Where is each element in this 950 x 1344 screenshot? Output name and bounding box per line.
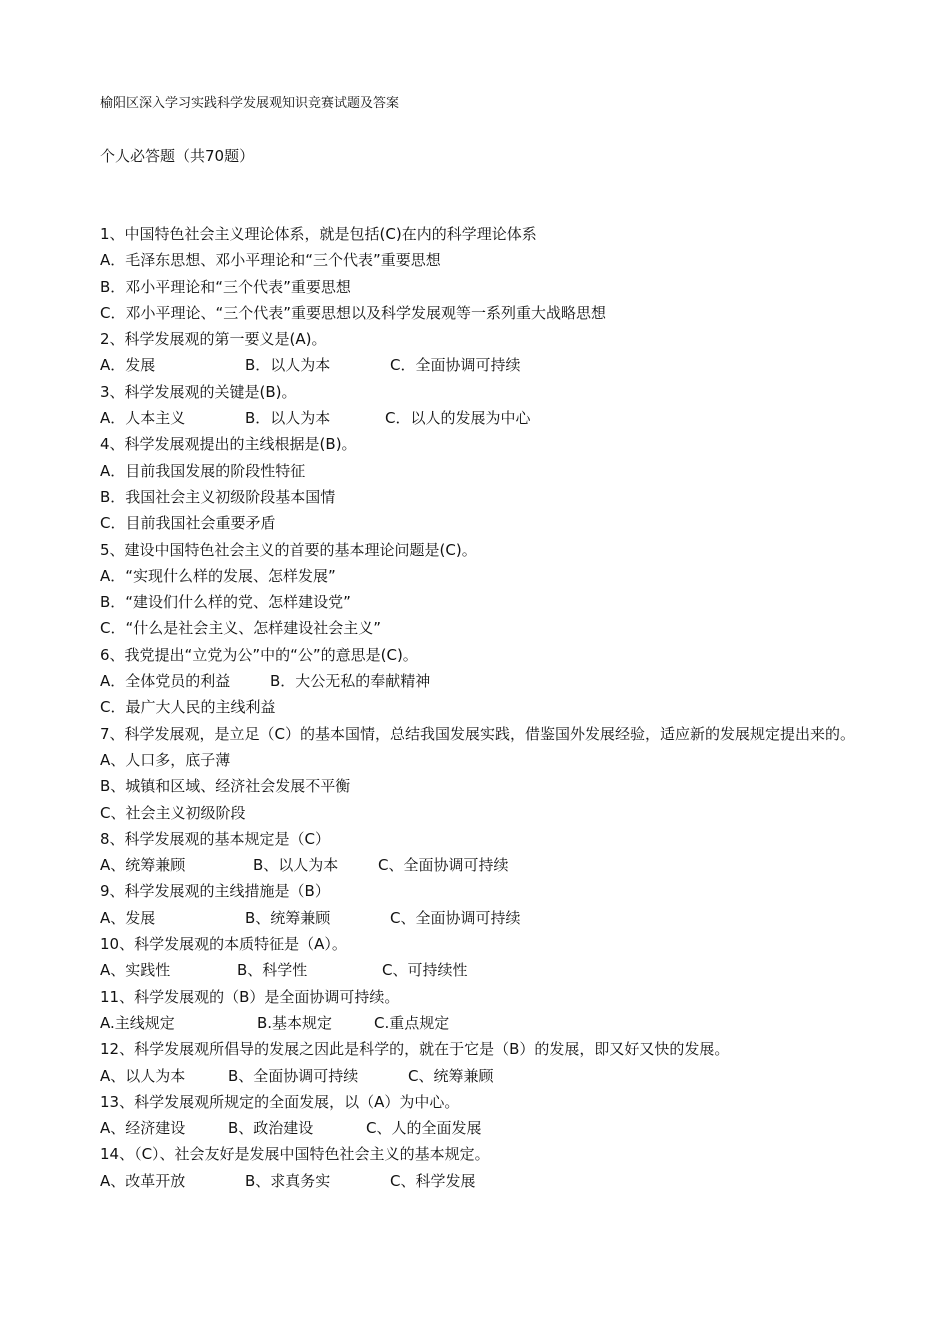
question-text: 9、科学发展观的主线措施是（B）: [100, 882, 330, 901]
section-title: 个人必答题（共70题）: [100, 147, 255, 165]
option-text: B．我国社会主义初级阶段基本国情: [100, 487, 336, 506]
option-text: A.主线规定: [100, 1013, 175, 1032]
option-text: A．人本主义: [100, 409, 186, 428]
options-row: [100, 905, 870, 931]
option-text: A．毛泽东思想、邓小平理论和“三个代表”重要思想: [100, 251, 441, 270]
option-text: A．发展: [100, 356, 156, 375]
option-text: B、科学性: [237, 961, 308, 980]
option-text: B．以人为本: [245, 356, 331, 375]
question-list: [100, 221, 870, 1194]
option-text: A、改革开放: [100, 1171, 186, 1190]
options-row: [100, 1168, 870, 1194]
option-text: C．“什么是社会主义、怎样建设社会主义”: [100, 619, 382, 638]
option-text: C.重点规定: [374, 1013, 450, 1032]
option-text: A、经济建设: [100, 1119, 186, 1138]
option-text: C．目前我国社会重要矛盾: [100, 514, 276, 533]
option-text: B、城镇和区域、经济社会发展不平衡: [100, 777, 351, 796]
options-row: [100, 1010, 870, 1036]
options-row: [100, 957, 870, 983]
question-text: 1、中国特色社会主义理论体系，就是包括(C)在内的科学理论体系: [100, 225, 537, 243]
question-text: 5、建设中国特色社会主义的首要的基本理论问题是(C)。: [100, 540, 477, 559]
question-text: 2、科学发展观的第一要义是(A)。: [100, 330, 327, 349]
option-text: A、发展: [100, 908, 156, 927]
option-text: A．全体党员的利益: [100, 672, 231, 691]
question-text: 10、科学发展观的本质特征是（A）。: [100, 935, 347, 954]
option-text: C．最广大人民的主线利益: [100, 698, 276, 717]
option-text: C、全面协调可持续: [378, 856, 509, 875]
document-title: 榆阳区深入学习实践科学发展观知识竞赛试题及答案: [100, 96, 400, 111]
option-text: A．目前我国发展的阶段性特征: [100, 461, 306, 480]
option-text: C、人的全面发展: [366, 1119, 482, 1138]
question-text: 8、科学发展观的基本规定是（C）: [100, 829, 331, 848]
option-text: B．“建设们什么样的党、怎样建设党”: [100, 593, 351, 612]
option-text: B、全面协调可持续: [228, 1066, 359, 1085]
option-text: C、全面协调可持续: [390, 908, 521, 927]
option-text: B．以人为本: [245, 409, 331, 428]
option-text: B、求真务实: [245, 1171, 331, 1190]
option-text: A、人口多，底子薄: [100, 750, 231, 769]
question-text: 3、科学发展观的关键是(B)。: [100, 382, 297, 401]
option-text: C．邓小平理论、“三个代表”重要思想以及科学发展观等一系列重大战略思想: [100, 303, 607, 322]
question-text: 4、科学发展观提出的主线根据是(B)。: [100, 435, 357, 454]
option-text: A、统筹兼顾: [100, 856, 186, 875]
options-row: [100, 1115, 870, 1141]
option-text: C、统筹兼顾: [408, 1066, 494, 1085]
options-row: [100, 352, 870, 378]
option-text: C、可持续性: [382, 961, 468, 980]
options-row: [100, 405, 870, 431]
option-text: B.基本规定: [257, 1013, 333, 1032]
question-text: 14、（C）、社会友好是发展中国特色社会主义的基本规定。: [100, 1145, 490, 1164]
question-text: 11、科学发展观的（B）是全面协调可持续。: [100, 987, 400, 1006]
option-text: A、实践性: [100, 961, 171, 980]
options-row: [100, 1063, 870, 1089]
option-text: A、以人为本: [100, 1066, 186, 1085]
option-text: C、科学发展: [390, 1171, 476, 1190]
option-text: B．邓小平理论和“三个代表”重要思想: [100, 277, 351, 296]
option-text: B．大公无私的奉献精神: [270, 672, 431, 691]
question-text: 12、科学发展观所倡导的发展之因此是科学的，就在于它是（B）的发展，即又好又快的发展。: [100, 1040, 730, 1059]
option-text: B、政治建设: [228, 1119, 314, 1138]
question-text: 13、科学发展观所规定的全面发展，以（A）为中心。: [100, 1092, 460, 1111]
option-text: C、社会主义初级阶段: [100, 803, 246, 822]
question-text: 7、科学发展观，是立足（C）的基本国情，总结我国发展实践，借鉴国外发展经验，适应新的发展规定提出来的。: [100, 724, 856, 743]
option-text: C．以人的发展为中心: [385, 409, 531, 428]
option-text: A．“实现什么样的发展、怎样发展”: [100, 566, 336, 585]
options-row: [100, 852, 870, 878]
question-text: 6、我党提出“立党为公”中的“公”的意思是(C)。: [100, 645, 418, 664]
options-row: [100, 668, 870, 694]
option-text: B、以人为本: [253, 856, 339, 875]
option-text: B、统筹兼顾: [245, 908, 331, 927]
option-text: C．全面协调可持续: [390, 356, 521, 375]
